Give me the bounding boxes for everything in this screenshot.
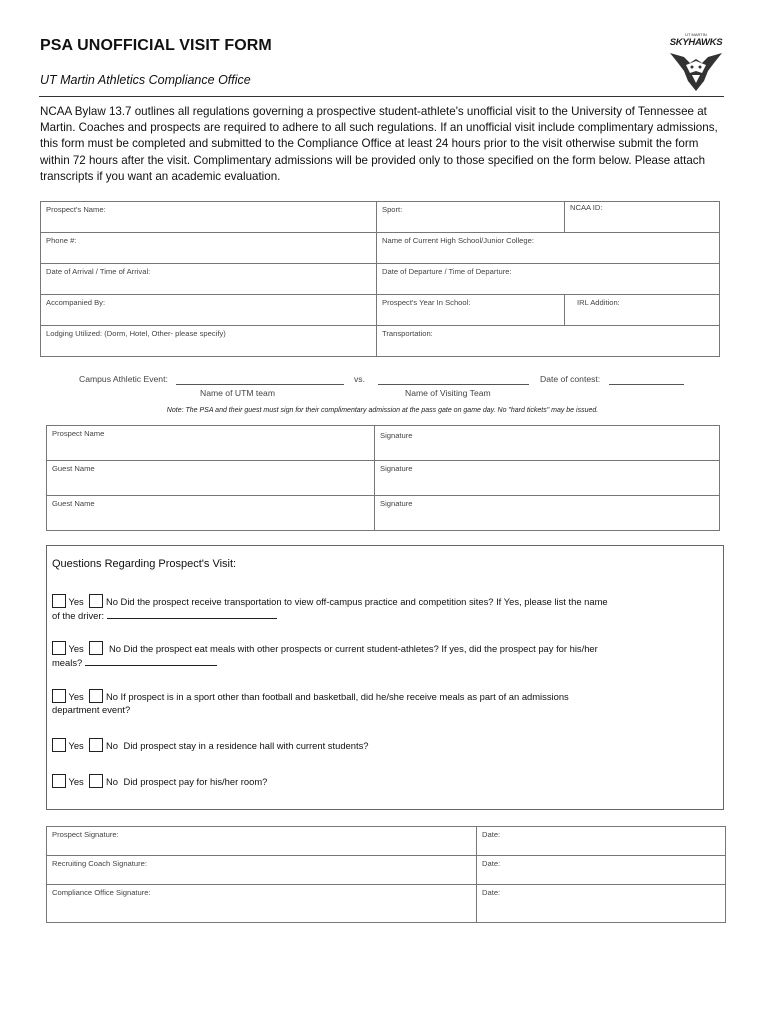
prospect-date-field[interactable]: Date: [477,827,726,856]
guest-name-cell-1[interactable]: Guest Name [47,461,375,496]
prospect-info-table [40,201,720,357]
guest-table [46,425,720,531]
date-of-contest-label: Date of contest: [540,374,601,384]
q4-yes-checkbox[interactable] [52,738,66,752]
sport-field[interactable]: Sport: [377,202,565,233]
event-label: Campus Athletic Event: [79,374,168,384]
question-3: Yes No If prospect is in a sport other than football and basketball, did he/she receive meals as part of an admissions department event? [52,691,569,715]
coach-signature-field[interactable]: Recruiting Coach Signature: [47,856,477,885]
year-in-school-field[interactable]: Prospect's Year In School: [377,295,565,326]
q2-no-checkbox[interactable] [89,641,103,655]
irl-addition-field[interactable]: IRL Addition: [565,295,720,326]
school-field[interactable]: Name of Current High School/Junior College: [377,233,720,264]
ncaa-id-field[interactable]: NCAA ID: [565,202,720,233]
driver-name-line[interactable] [107,609,277,619]
questions-box [46,545,724,810]
visiting-team-line[interactable] [378,384,529,385]
q1-yes-checkbox[interactable] [52,594,66,608]
question-5: Yes No Did prospect pay for his/her room? [52,774,712,789]
arrival-field[interactable]: Date of Arrival / Time of Arrival: [41,264,377,295]
intro-paragraph: NCAA Bylaw 13.7 outlines all regulations governing a prospective student-athlete's unofficial visit to the University of Tennessee at Martin. Coaches and prospects are required to adhere to all such regulations. If an unofficial visit include complimentary admissions, this form must be completed and submitted to the Compliance Office at least 24 hours prior to the visit otherwise submit the form within 72 hours after the visit. Complimentary admissions will be provided only to those specified on the form below. Please attach transcripts if you want an academic evaluation. [40,105,718,183]
question-4: Yes No Did prospect stay in a residence hall with current students? [52,738,712,753]
signature-table [46,826,726,923]
accompanied-field[interactable]: Accompanied By: [41,295,377,326]
q5-no-checkbox[interactable] [89,774,103,788]
lodging-field[interactable]: Lodging Utilized: (Dorm, Hotel, Other- please specify) [41,326,377,357]
hawk-icon [668,49,724,93]
phone-field[interactable]: Phone #: [41,233,377,264]
prospect-name-cell[interactable]: Prospect Name [47,426,375,461]
guest-signature-cell-2[interactable]: Signature [375,496,720,531]
form-title: PSA UNOFFICIAL VISIT FORM [40,37,272,54]
question-1: Yes No Did the prospect receive transportation to view off-campus practice and competition sites? If Yes, please list the name of the driver: [52,596,608,621]
logo-text: SKYHAWKS [669,37,723,48]
q3-no-checkbox[interactable] [89,689,103,703]
question-2: Yes No Did the prospect eat meals with other prospects or current student-athletes? If yes, did the prospect pay for his/her meals? [52,643,598,668]
meals-payment-line[interactable] [85,656,217,666]
compliance-signature-field[interactable]: Compliance Office Signature: [47,885,477,923]
q3-yes-checkbox[interactable] [52,689,66,703]
utm-team-caption: Name of UTM team [200,388,275,398]
prospect-signature-field[interactable]: Prospect Signature: [47,827,477,856]
admission-note: Note: The PSA and their guest must sign for their complimentary admission at the pass gate on game day. No "hard tickets" may be issued. [166,407,599,414]
header-rule [39,96,724,97]
q4-no-checkbox[interactable] [89,738,103,752]
visiting-team-caption: Name of Visiting Team [405,388,491,398]
form-subtitle: UT Martin Athletics Compliance Office [40,73,251,87]
prospect-signature-cell[interactable]: Signature [375,426,720,461]
transportation-field[interactable]: Transportation: [377,326,720,357]
q1-no-checkbox[interactable] [89,594,103,608]
q5-yes-checkbox[interactable] [52,774,66,788]
prospect-name-field[interactable]: Prospect's Name: [41,202,377,233]
skyhawks-logo [668,32,724,92]
logo-small-text: UT MARTIN [685,32,707,37]
questions-title: Questions Regarding Prospect's Visit: [52,558,237,570]
guest-name-cell-2[interactable]: Guest Name [47,496,375,531]
date-of-contest-line[interactable] [609,384,684,385]
guest-signature-cell-1[interactable]: Signature [375,461,720,496]
utm-team-line[interactable] [176,384,344,385]
compliance-date-field[interactable]: Date: [477,885,726,923]
departure-field[interactable]: Date of Departure / Time of Departure: [377,264,720,295]
vs-label: vs. [354,374,365,384]
coach-date-field[interactable]: Date: [477,856,726,885]
q2-yes-checkbox[interactable] [52,641,66,655]
